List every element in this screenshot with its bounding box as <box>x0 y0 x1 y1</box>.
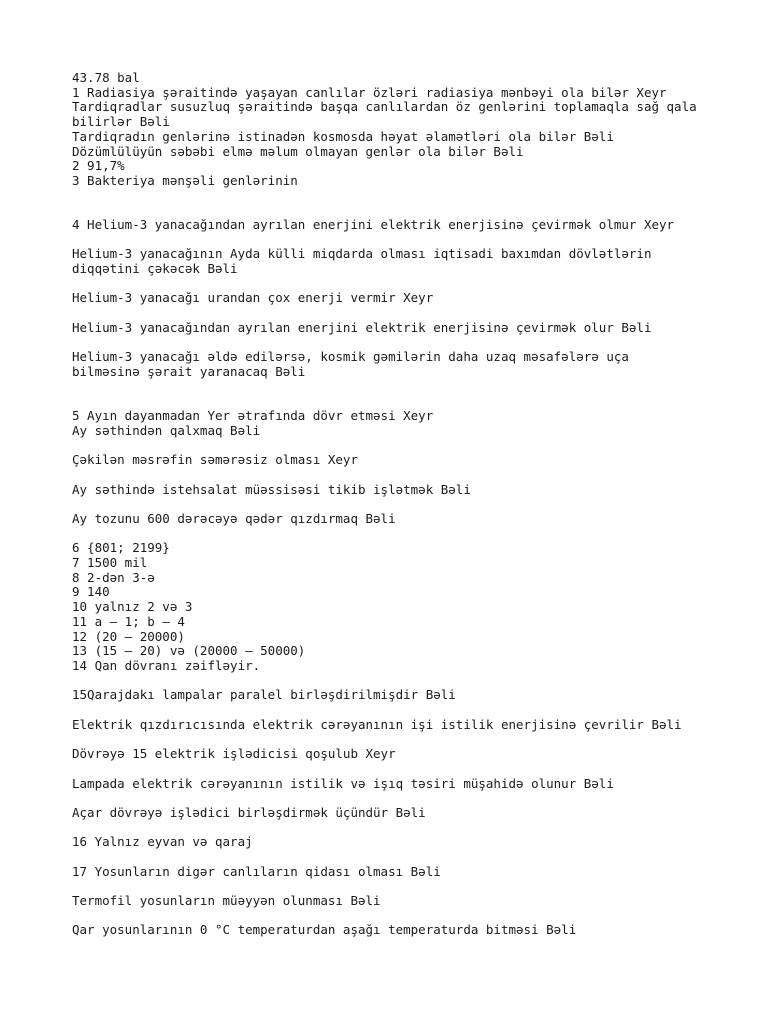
text-line: 7 1500 mil <box>72 555 148 571</box>
text-line <box>72 909 712 924</box>
text-line: Ay tozunu 600 dərəcəyə qədər qızdırmaq Bəli <box>72 510 396 526</box>
text-line: Lampada elektrik cərəyanının istilik və işıq təsiri müşahidə olunur Bəli <box>72 775 614 791</box>
text-line <box>72 468 712 483</box>
text-line <box>72 203 712 218</box>
text-line <box>72 394 712 409</box>
text-line: 12 (20 – 20000) <box>72 628 185 644</box>
text-line: Helium-3 yanacağından ayrılan enerjini elektrik enerjisinə çevirmək olur Bəli <box>72 319 652 335</box>
text-line: 17 Yosunların digər canlıların qidası olması Bəli <box>72 863 441 879</box>
document-body <box>72 71 712 953</box>
text-line <box>72 306 712 321</box>
text-line: Tardiqradlar susuzluq şəraitində başqa canlılardan öz genlərini toplamaqla sağ qala <box>72 99 697 115</box>
text-line: 4 Helium-3 yanacağından ayrılan enerjini elektrik enerjisinə çevirmək olmur Xeyr <box>72 217 675 232</box>
text-line <box>72 438 712 453</box>
text-line <box>72 732 712 747</box>
text-line: Ay səthindən qalxmaq Bəli <box>72 422 261 438</box>
text-line: diqqətini çəkəcək Bəli <box>72 261 238 277</box>
text-line <box>72 879 712 894</box>
text-line: 10 yalnız 2 və 3 <box>72 599 193 615</box>
text-line <box>72 380 712 395</box>
text-line: 6 {801; 2199} <box>72 540 170 556</box>
text-line: Elektrik qızdırıcısında elektrik cərəyanının işi istilik enerjisinə çevrilir Bəli <box>72 716 682 732</box>
text-line <box>72 821 712 836</box>
text-line: Helium-3 yanacağı əldə edilərsə, kosmik gəmilərin daha uzaq məsafələrə uça <box>72 349 629 365</box>
text-line <box>72 850 712 865</box>
text-line <box>72 791 712 806</box>
text-line <box>72 336 712 351</box>
text-line: 14 Qan dövranı zəifləyir. <box>72 657 261 673</box>
text-line: 1 Radiasiya şəraitində yaşayan canlılar özləri radiasiya mənbəyi ola bilər Xeyr <box>72 84 667 100</box>
text-line <box>72 277 712 292</box>
text-line <box>72 233 712 248</box>
text-line: Dövrəyə 15 elektrik işlədicisi qoşulub Xeyr <box>72 746 396 762</box>
text-line: 16 Yalnız eyvan və qaraj <box>72 834 253 850</box>
text-line: Ay səthində istehsalat müəssisəsi tikib işlətmək Bəli <box>72 481 471 497</box>
text-line: Qar yosunlarının 0 °C temperaturdan aşağı temperaturda bitməsi Bəli <box>72 922 577 938</box>
text-line: Helium-3 yanacağının Ayda külli miqdarda olması iqtisadi baxımdan dövlətlərin <box>72 246 652 262</box>
text-line: Açar dövrəyə işlədici birləşdirmək üçündür Bəli <box>72 804 426 820</box>
text-line: 13 (15 – 20) və (20000 – 50000) <box>72 643 306 659</box>
text-line: bilirlər Bəli <box>72 114 170 130</box>
text-line <box>72 762 712 777</box>
text-line: Dözümlülüyün səbəbi elmə məlum olmayan genlər ola bilər Bəli <box>72 143 524 159</box>
text-line: Termofil yosunların müəyyən olunması Bəli <box>72 893 381 909</box>
text-line: 11 a – 1; b – 4 <box>72 613 185 629</box>
text-line: Tardiqradın genlərinə istinadən kosmosda həyat əlamətləri ola bilər Bəli <box>72 128 614 144</box>
text-line: 43.78 bal <box>72 70 140 85</box>
text-line: 3 Bakteriya mənşəli genlərinin <box>72 172 298 188</box>
text-line: bilməsinə şərait yaranacaq Bəli <box>72 363 306 379</box>
text-line <box>72 703 712 718</box>
text-line <box>72 674 712 689</box>
text-line: Çəkilən məsrəfin səmərəsiz olması Xeyr <box>72 452 358 468</box>
text-line <box>72 938 712 953</box>
text-line: 2 91,7% <box>72 158 125 174</box>
text-line <box>72 497 712 512</box>
text-line: 9 140 <box>72 584 110 600</box>
text-line: 15Qarajdakı lampalar paralel birləşdirilmişdir Bəli <box>72 687 456 703</box>
text-line: 5 Ayın dayanmadan Yer ətrafında dövr etməsi Xeyr <box>72 408 434 424</box>
text-line: 8 2-dən 3-ə <box>72 569 155 585</box>
text-line <box>72 189 712 204</box>
text-line: Helium-3 yanacağı urandan çox enerji vermir Xeyr <box>72 290 434 306</box>
text-line <box>72 527 712 542</box>
